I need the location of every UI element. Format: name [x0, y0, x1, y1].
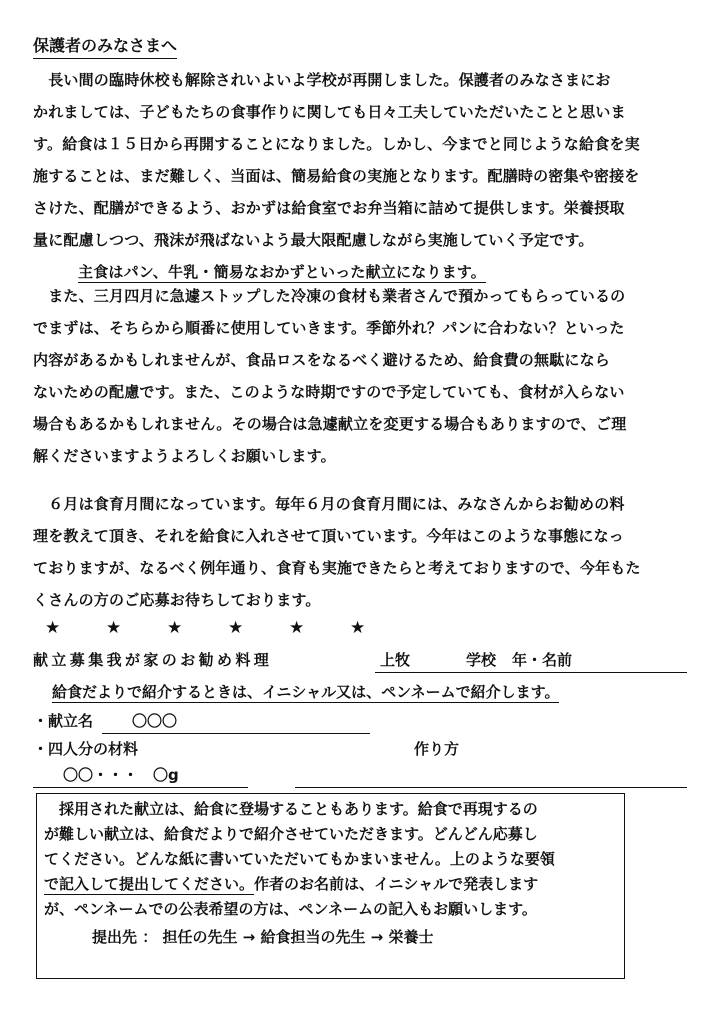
- paragraph-line: 解くださいますようよろしくお願いします。: [33, 447, 336, 465]
- paragraph-line: でまずは、そちらから順番に使用していきます。季節外れ？パンに合わない？といった: [33, 319, 625, 337]
- paragraph-line: す。給食は１５日から再開することになりました。しかし、今までと同じような給食を実: [33, 135, 640, 153]
- initials-note: [52, 680, 559, 704]
- star-icon: ★: [45, 618, 61, 638]
- star-divider: [45, 617, 411, 639]
- school-suffix: 学校: [466, 651, 497, 669]
- star-icon: ★: [350, 618, 366, 638]
- ingredients-label: ・四人分の材料: [33, 740, 139, 758]
- paragraph-line: 量に配慮しつつ、飛沫が飛ばないよう最大限配慮しながら実施していく予定です。: [33, 231, 594, 249]
- box-line: てください。どんな紙に書いていただいてもかまいません。上のような要領: [44, 850, 555, 868]
- box-line: [44, 872, 624, 897]
- initials-note-text: 給食だよりで紹介するときは、イニシャル又は、ペンネームで紹介します。: [52, 683, 560, 701]
- method-label: 作り方: [414, 740, 460, 758]
- submit-destination: 提出先 ： 担任の先生 → 給食担当の先生 → 栄養士: [92, 928, 434, 946]
- star-icon: ★: [228, 618, 244, 638]
- paragraph-line: かれましては、子どもたちの食事作りに関しても日々工夫していただいたことと思いま: [33, 103, 626, 121]
- paragraph-line: くさんの方のご応募お待ちしております。: [33, 591, 321, 609]
- paragraph-line: ないための配慮です。また、このような時期ですので予定していても、食材が入らない: [33, 383, 625, 401]
- box-line: が難しい献立は、給食だよりで紹介させていただきます。どんどん応募し: [44, 825, 538, 843]
- method-field[interactable]: [295, 763, 687, 788]
- box-line-rest: 作者のお名前は、イニシャルで発表します: [254, 875, 539, 893]
- paragraph-line: また、三月四月に急遽ストップした冷凍の食材も業者さんで預かってもらっているの: [33, 287, 626, 305]
- school-name: 上牧: [380, 651, 411, 669]
- grade-name-label: 年・名前: [512, 651, 573, 669]
- box-line: が、ペンネームでの公表希望の方は、ペンネームの記入もお願いします。: [44, 900, 537, 918]
- paragraph-line: 内容があるかもしれませんが、食品ロスをなるべく避けるため、給食費の無駄になら: [33, 351, 611, 369]
- paragraph-reopening: [33, 64, 698, 288]
- star-icon: ★: [289, 618, 305, 638]
- paragraph-line: 理を教えて頂き、それを給食に入れさせて頂いています。今年はこのような事態になっ: [33, 527, 625, 545]
- paragraph-line: 施することは、まだ難しく、当面は、簡易給食の実施となります。配膳時の密集や密接を: [33, 167, 640, 185]
- dish-name-field[interactable]: [102, 709, 370, 734]
- paragraph-line: ６月は食育月間になっています。毎年６月の食育月間には、みなさんからお勧めの料: [33, 495, 625, 513]
- info-box-text: [44, 797, 624, 922]
- paragraph-line: 場合もあるかもしれません。その場合は急遽献立を変更する場合もありますので、ご理: [33, 415, 627, 433]
- box-underlined-text: で記入して提出してください。: [44, 875, 255, 893]
- paragraph-food-education-month: [33, 488, 698, 616]
- star-icon: ★: [167, 618, 183, 638]
- staple-menu-notice: 主食はパン、牛乳・簡易なおかずといった献立になります。: [78, 263, 487, 281]
- dish-name-value: 〇〇〇: [132, 712, 178, 730]
- school-name-field[interactable]: [375, 648, 687, 673]
- menu-recruit-heading: [33, 648, 272, 672]
- box-line: 採用された献立は、給食に登場することもあります。給食で再現するの: [44, 800, 538, 818]
- paragraph-line: 長い間の臨時休校も解除されいよいよ学校が再開しました。保護者のみなさまにお: [33, 71, 611, 89]
- ingredients-value: 〇〇・・・ 〇g: [63, 766, 179, 784]
- dish-name-label: ・献立名: [33, 712, 94, 730]
- paragraph-line: さけた、配膳ができるよう、おかずは給食室でお弁当箱に詰めて提供します。栄養摂取: [33, 199, 625, 217]
- ingredients-field[interactable]: [33, 763, 248, 788]
- paragraph-line: ておりますが、なるべく例年通り、食育も実施できたらと考えておりますので、今年もた: [33, 559, 641, 577]
- page-title: 保護者のみなさまへ: [33, 35, 177, 59]
- paragraph-frozen-food: [33, 280, 698, 472]
- star-icon: ★: [106, 618, 122, 638]
- menu-recruit-label: 献立募集我が家のお勧め料理: [33, 651, 273, 669]
